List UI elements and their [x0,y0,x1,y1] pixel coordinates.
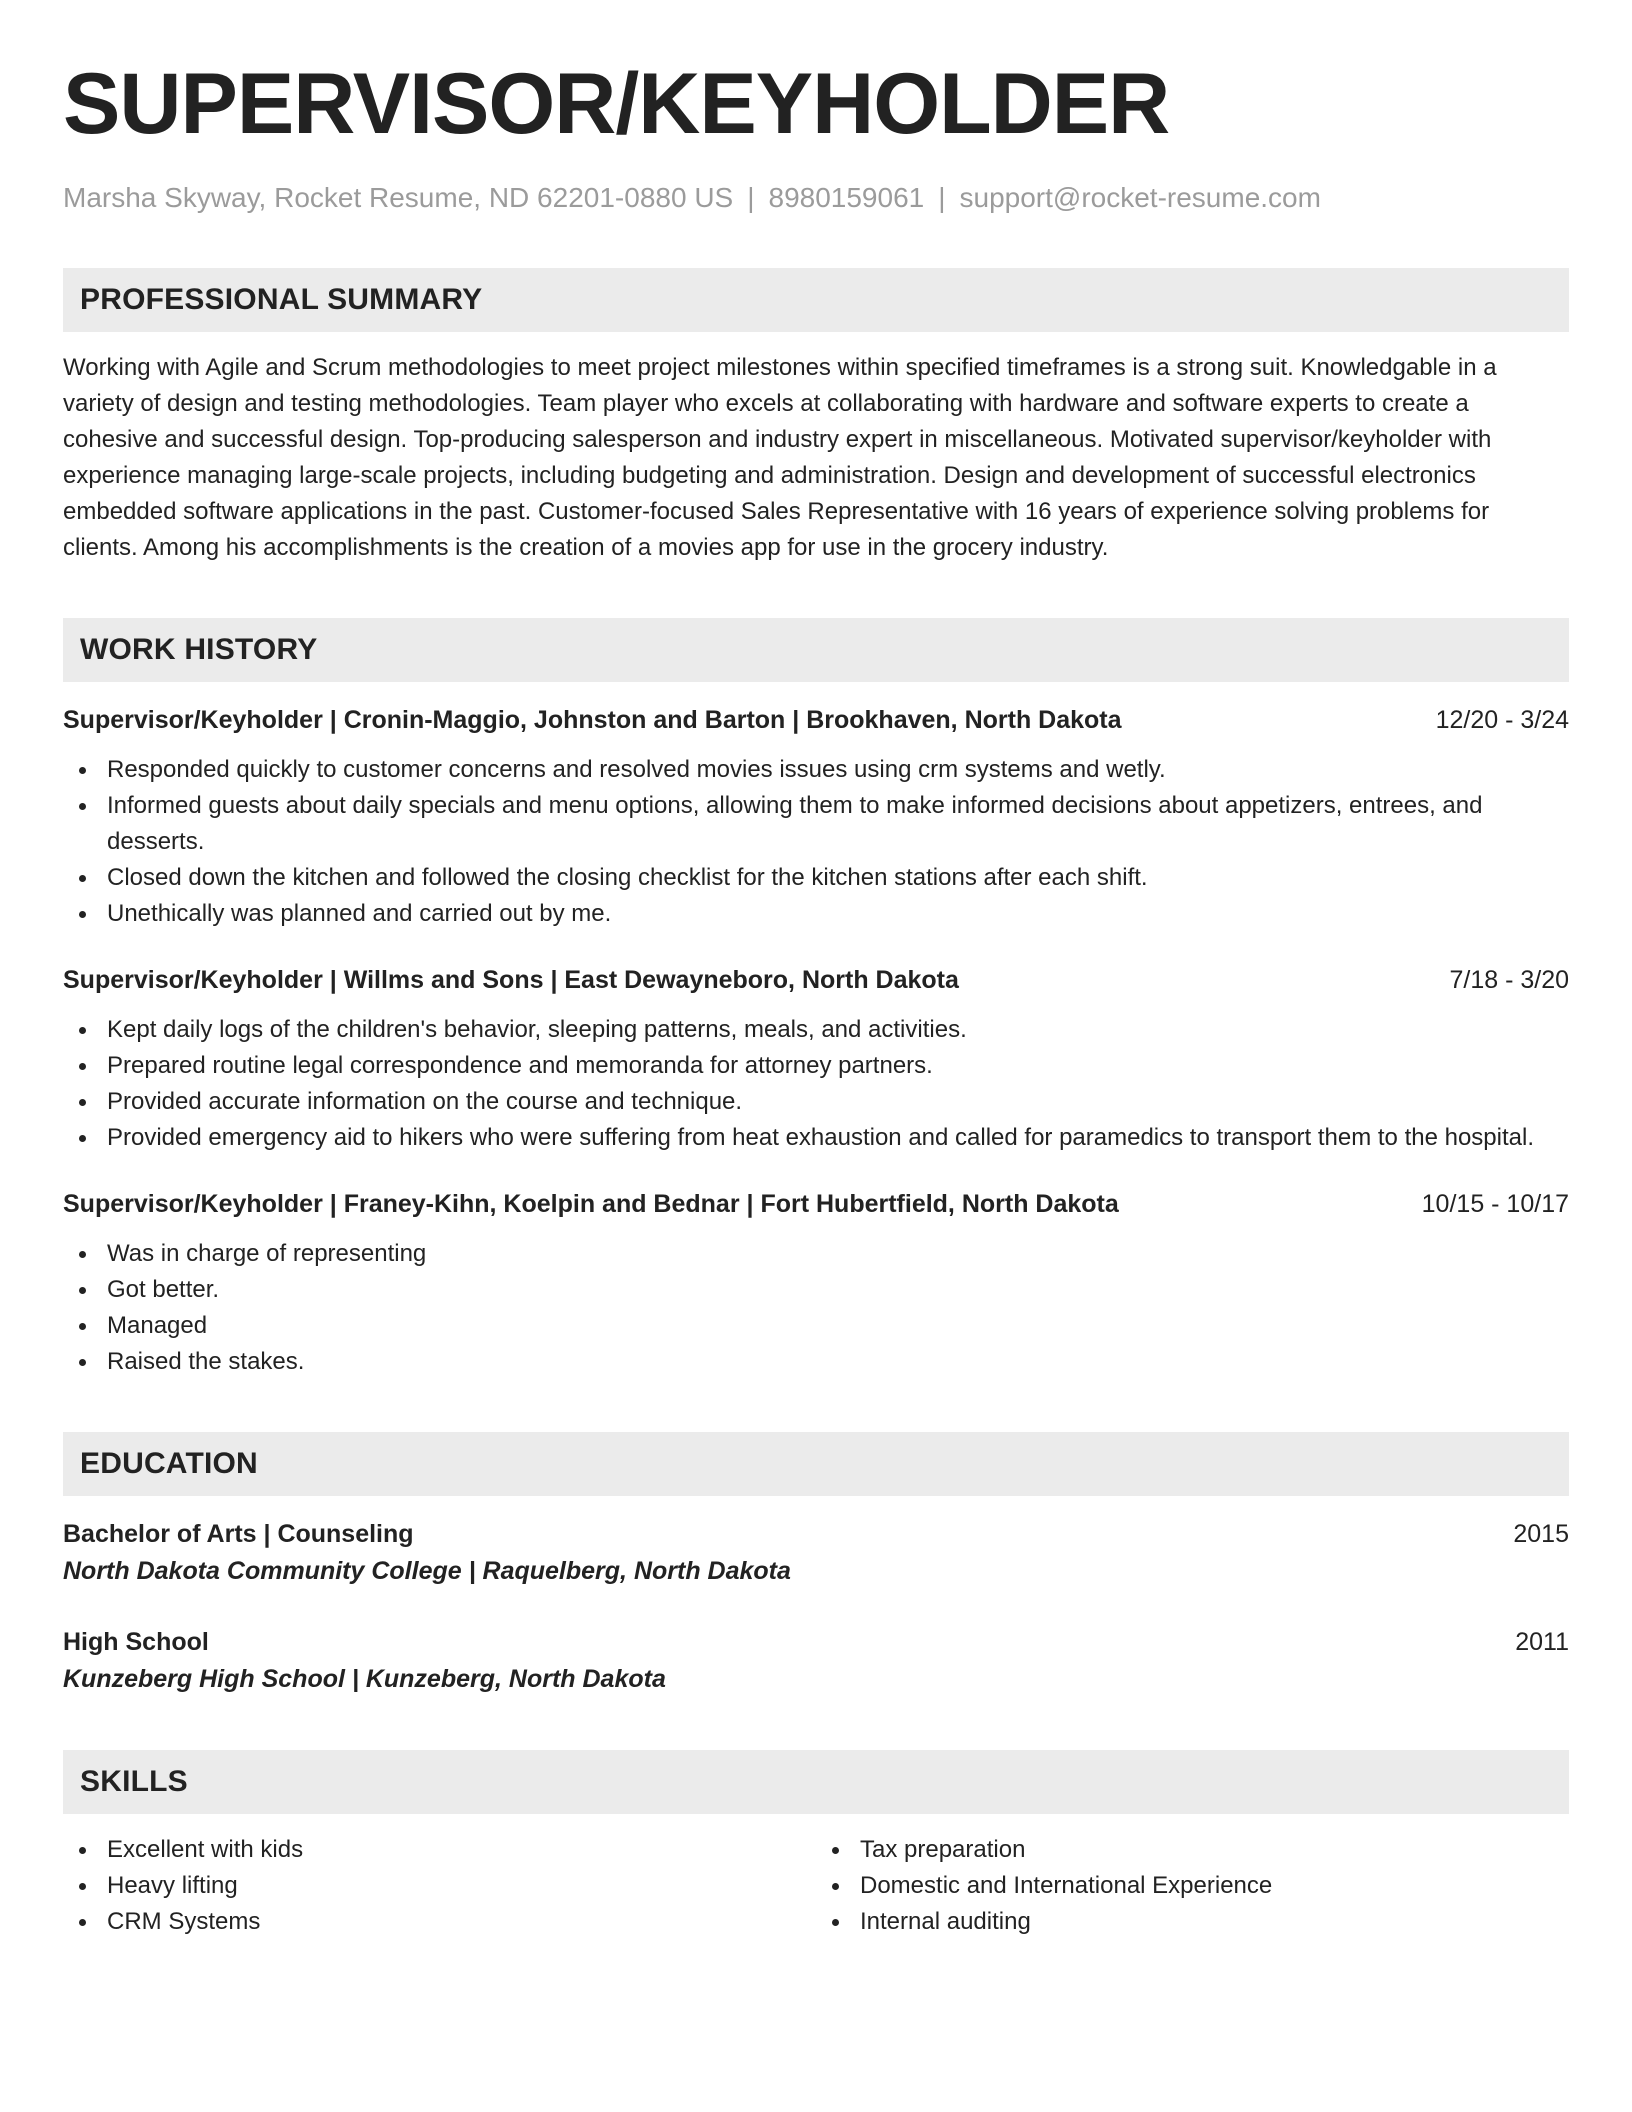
contact-separator: | [938,182,946,213]
skill-item: Heavy lifting [63,1868,816,1904]
skill-item: CRM Systems [63,1904,816,1940]
education-header [63,1624,1569,1660]
job-bullet: Was in charge of representing [63,1236,1569,1272]
section-heading-skills: SKILLS [63,1750,1569,1814]
job-bullet: Responded quickly to customer concerns and resolved movies issues using crm systems and wetly. [63,752,1569,788]
job-title: Supervisor/Keyholder | Franey-Kihn, Koelpin and Bednar | Fort Hubertfield, North Dakota [63,1190,1119,1218]
education-year: 2011 [1515,1628,1569,1656]
education-school: North Dakota Community College | Raquelberg, North Dakota [63,1557,791,1585]
resume-title: SUPERVISOR/KEYHOLDER [63,56,1170,152]
job-entry [63,1186,1569,1380]
contact-address: Marsha Skyway, Rocket Resume, ND 62201-0880 US [63,182,734,213]
summary-text: Working with Agile and Scrum methodologies to meet project milestones within specified timeframes is a strong suit. Knowledgable in a variety of design and testing methodologies. Team player who excels at collaborating with hardware and software experts to create a cohesive and successful design. Top-producing salesperson and industry expert in miscellaneous. Motivated supervisor/keyholder with experience managing large-scale projects, including budgeting and administration. Design and development of successful electronics embedded software applications in the past. Customer-focused Sales Representative with 16 years of experience solving problems for clients. Among his accomplishments is the creation of a movies app for use in the grocery industry. [63,354,1497,561]
job-dates: 7/18 - 3/20 [1449,966,1569,994]
contact-separator: | [747,182,755,213]
job-title: Supervisor/Keyholder | Cronin-Maggio, Johnston and Barton | Brookhaven, North Dakota [63,706,1122,734]
education-entry [63,1624,1569,1698]
education-entry [63,1516,1569,1590]
job-dates: 12/20 - 3/24 [1435,706,1569,734]
section-heading-summary: PROFESSIONAL SUMMARY [63,268,1569,332]
section-heading-education: EDUCATION [63,1432,1569,1496]
job-header [63,702,1569,738]
skills-column-left [63,1832,816,1940]
job-bullet: Provided accurate information on the course and technique. [63,1084,1569,1120]
contact-phone: 8980159061 [768,182,925,213]
job-bullet: Closed down the kitchen and followed the closing checklist for the kitchen stations after each shift. [63,860,1569,896]
job-bullets [63,1236,1569,1380]
contact-email: support@rocket-resume.com [959,182,1321,213]
education-degree: High School [63,1628,209,1656]
education-school: Kunzeberg High School | Kunzeberg, North Dakota [63,1665,666,1693]
job-bullet: Provided emergency aid to hikers who were suffering from heat exhaustion and called for paramedics to transport them to the hospital. [63,1120,1569,1156]
job-entry [63,702,1569,932]
job-dates: 10/15 - 10/17 [1421,1190,1569,1218]
job-bullets [63,752,1569,932]
skill-item: Internal auditing [816,1904,1569,1940]
education-header [63,1516,1569,1552]
job-bullet: Managed [63,1308,1569,1344]
job-bullet: Informed guests about daily specials and menu options, allowing them to make informed decisions about appetizers, entrees, and desserts. [63,788,1569,860]
section-heading-work-history: WORK HISTORY [63,618,1569,682]
skill-item: Excellent with kids [63,1832,816,1868]
skill-item: Domestic and International Experience [816,1868,1569,1904]
skills-list [63,1832,1569,1940]
job-bullet: Prepared routine legal correspondence and memoranda for attorney partners. [63,1048,1569,1084]
contact-line [63,180,1569,216]
job-header [63,962,1569,998]
job-title: Supervisor/Keyholder | Willms and Sons | East Dewayneboro, North Dakota [63,966,959,994]
job-bullet: Got better. [63,1272,1569,1308]
job-bullets [63,1012,1569,1156]
education-degree: Bachelor of Arts | Counseling [63,1520,414,1548]
job-bullet: Kept daily logs of the children's behavior, sleeping patterns, meals, and activities. [63,1012,1569,1048]
job-bullet: Unethically was planned and carried out by me. [63,896,1569,932]
job-bullet: Raised the stakes. [63,1344,1569,1380]
job-entry [63,962,1569,1156]
education-year: 2015 [1513,1520,1569,1548]
skill-item: Tax preparation [816,1832,1569,1868]
job-header [63,1186,1569,1222]
skills-column-right [816,1832,1569,1940]
